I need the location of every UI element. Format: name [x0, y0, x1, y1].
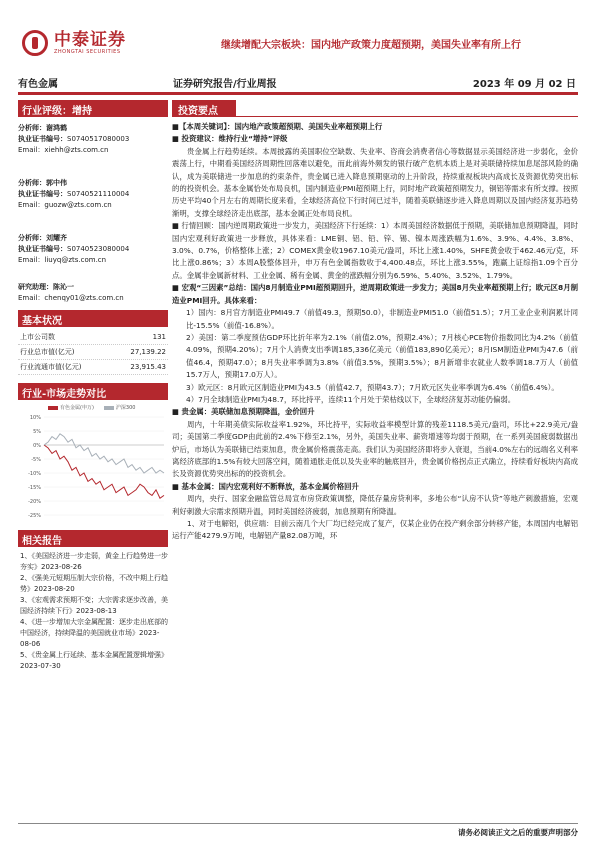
- cert-number: S0740523080004: [67, 245, 130, 253]
- cert-label: 执业证书编号：: [18, 190, 67, 198]
- logo-mark-icon: [22, 30, 48, 56]
- basic-row: [18, 345, 168, 360]
- analyst-email[interactable]: liuyq@zts.com.cn: [44, 256, 107, 264]
- basic-key: 行业流通市值(亿元): [20, 363, 82, 371]
- analyst-email[interactable]: guozw@zts.com.cn: [44, 201, 112, 209]
- analyst-name: 郭中伟: [46, 179, 67, 187]
- report-date: 2023 年 09 月 02 日: [472, 79, 576, 90]
- y-tick-label: 5%: [33, 429, 41, 435]
- legend-swatch: [48, 406, 58, 410]
- precious-metals-heading: ■ 贵金属：美联储加息预期降温，金价回升: [172, 407, 315, 417]
- related-list: [18, 551, 168, 672]
- analyst-block: [18, 178, 168, 211]
- legend-item: [104, 404, 136, 411]
- macro-us: 2）美国：第二季度预估GDP环比折年率为2.1%（前值2.0%，预期2.4%）；7月核心PCE物价指数同比为4.2%（前值4.09%，预期4.20%）；7月个人消费支出季调185,336亿美元（前值183,890亿美元）；8月ISM制造业PMI为47.6（前值46.4，预期47.0）；8月失业率季调为3.8%（前值3.5%，预期3.5%）；8月新增非农就业人数季调18.7万人（前值15.7万人，预期17.0万人）。: [186, 332, 578, 380]
- legend-swatch: [104, 406, 114, 410]
- basic-row: [18, 360, 168, 375]
- email-label: Email：: [18, 256, 45, 264]
- page-header: [0, 0, 595, 70]
- related-item[interactable]: 3、《宏观需求预期不变；大宗需求逐步改善，美国经济持续下行》2023-08-13: [20, 596, 168, 615]
- basic-row: [18, 330, 168, 345]
- related-item[interactable]: 1、《美国经济进一步走弱，黄金上行趋势进一步夯实》2023-08-26: [20, 552, 168, 571]
- analyst-email[interactable]: xiehh@zts.com.cn: [44, 146, 109, 154]
- key-points-heading: 投资要点: [172, 100, 236, 117]
- y-tick-label: 0%: [33, 443, 41, 449]
- left-sidebar: [18, 100, 168, 672]
- macro-summary: ■ 宏观“三因素”总结：国内8月制造业PMI超预期回升，逆周期政策进一步发力；美国8月失业率超预期上行；欧元区8月制造业PMI回升。具体来看：: [172, 283, 578, 305]
- y-tick-label: -15%: [28, 485, 41, 491]
- rating-heading: 行业评级：增持: [18, 100, 168, 117]
- cert-label: 执业证书编号：: [18, 245, 67, 253]
- main-content: [172, 100, 578, 543]
- basic-table: [18, 330, 168, 375]
- page-footer: [18, 823, 578, 837]
- logo-en-text: ZHONGTAI SECURITIES: [54, 49, 121, 55]
- assistant-block: [18, 282, 168, 304]
- basic-key: 行业总市值(亿元): [20, 348, 75, 356]
- advice-paragraph: 贵金属上行趋势延续。本周披露的美国职位空缺数、失业率、咨商会消费者信心等数据显示美国经济进一步弱化，金价震荡上行，中期看美国经济周期性回落难以避免，而此前海外频发的银行破产危机本质上是对美联储持续加息尾部风险的确认，成为美联储进一步加息的约束条件，贵金属已进入降息预期驱动的上升阶段，持续重视板块内高成长及资源优势突出标的的投资机会。基本金属恰处布局良机，国内制造业PMI超预期上行，同时地产政策超预期发力，铜铝等需求有所支撑。按照历史平均40个月左右的周期长度来看，全球经济高位下行时间已过半，随着美联储逐步进入降息周期以及国内经济复苏趋势渐明，支撑全球经济走出底部，基本金属正处布局良机。: [172, 146, 578, 218]
- basic-key: 上市公司数: [20, 333, 55, 341]
- email-label: Email：: [18, 201, 45, 209]
- cert-number: S0740517080003: [67, 135, 130, 143]
- analyst-role: 分析师：: [18, 124, 46, 132]
- y-tick-label: -20%: [28, 499, 41, 505]
- precious-metals-paragraph: 周内，十年期美债实际收益率1.92%，环比持平，实际收益率模型计算的残差1118.5美元/盎司，环比+22.9美元/盎司；美国第二季度GDP由此前的2.4%下修至2.1%，另外，美国失业率、薪资增速等均弱于预期，在一系列美国疲弱数据出炉后，市场认为美联储已结束加息，贵金属价格震荡走高。我们认为美国经济即将步入衰退，当前4.0%左右的远端名义利率离经济底部的1.5%有较大回落空间，随着通胀走低以及失业率的触底回升，贵金属价格拐点正式确立，持续看好板块内高成长及资源优势突出标的的投资机会。: [172, 419, 578, 479]
- chart-legend: [48, 404, 168, 411]
- related-item[interactable]: 5、《贵金属上行延续、基本金属配置逻辑增强》2023-07-30: [20, 651, 168, 670]
- assistant-email[interactable]: chenqy01@zts.com.cn: [44, 294, 124, 302]
- logo-cn-text: 中泰证券: [54, 30, 126, 50]
- legend-label: 有色金属(申万): [60, 405, 94, 411]
- company-logo: [22, 30, 126, 56]
- trend-chart-svg: [18, 411, 168, 521]
- related-heading: 相关报告: [18, 530, 168, 547]
- analyst-role: 分析师：: [18, 179, 46, 187]
- trend-heading: 行业-市场走势对比: [18, 383, 168, 400]
- analyst-role: 分析师：: [18, 234, 46, 242]
- legend-label: 沪深300: [115, 405, 136, 411]
- report-meta-bar: [18, 73, 578, 91]
- report-headline: 继续增配大宗板块：国内地产政策力度超预期，美国失业率有所上行: [221, 40, 521, 51]
- basic-value: 27,139.22: [130, 348, 166, 356]
- header-divider: [18, 92, 578, 95]
- keyword-line: ■【本周关键词】：国内地产政策超预期、美国失业率超预期上行: [172, 122, 383, 131]
- investment-advice: ■ 投资建议：维持行业“增持”评级: [172, 134, 288, 144]
- basic-value: 131: [152, 333, 166, 341]
- report-type: 证券研究报告/行业周报: [173, 79, 277, 90]
- cert-number: S0740521110004: [67, 190, 130, 198]
- analyst-name: 刘耀齐: [46, 234, 67, 242]
- aluminum-paragraph: 1、对于电解铝，供应端：目前云南几个大厂均已经完成了复产，仅某企业仍在投产剩余部分转移产能，本周国内电解铝运行产能4279.9万吨，电解铝产量82.08万吨，环: [172, 519, 578, 541]
- industry-name: 有色金属: [18, 79, 58, 90]
- base-metals-paragraph: 周内，央行、国家金融监管总局宣布房贷政策调整，降低存量房贷利率，多地公布“认房不认贷”等地产刺激措施，宏观利好刺激大宗需求预期升温，同时美国经济疲弱，加息预期有所降温。: [172, 494, 578, 516]
- macro-domestic: 1）国内：8月官方制造业PMI49.7（前值49.3，预期50.0），非制造业PMI51.0（前值51.5）；7月工业企业利润累计同比-15.5%（前值-16.8%）。: [186, 308, 578, 330]
- assistant-role: 研究助理：: [18, 283, 53, 291]
- assistant-name: 陈沁一: [53, 283, 74, 291]
- heading-rule: [236, 116, 578, 117]
- basic-value: 23,915.43: [130, 363, 166, 371]
- analyst-block: [18, 233, 168, 266]
- basic-heading: 基本状况: [18, 310, 168, 327]
- email-label: Email：: [18, 146, 45, 154]
- trend-chart: [18, 404, 168, 528]
- base-metals-heading: ■ 基本金属：国内宏观利好不断释放，基本金属价格回升: [172, 481, 359, 491]
- related-item[interactable]: 4、《进一步增加大宗金属配置：逐步走出底部的中国经济，持续降温的美国就业市场》2023-08-06: [20, 618, 168, 648]
- analyst-block: [18, 123, 168, 156]
- cert-label: 执业证书编号：: [18, 135, 67, 143]
- macro-eurozone: 3）欧元区：8月欧元区制造业PMI为43.5（前值42.7，预期43.7）；7月欧元区失业率季调为6.4%（前值6.4%）。: [186, 382, 559, 392]
- legend-item: [48, 404, 94, 411]
- y-tick-label: -10%: [28, 471, 41, 477]
- y-tick-label: -5%: [31, 457, 41, 463]
- analyst-name: 谢鸿鹤: [46, 124, 67, 132]
- email-label: Email：: [18, 294, 45, 302]
- y-tick-label: 10%: [29, 415, 41, 421]
- series-line: [44, 434, 164, 473]
- macro-global: 4）7月全球制造业PMI为48.7，环比持平，连续11个月处于荣枯线以下，全球经济复苏动能仍偏弱。: [186, 394, 516, 404]
- related-item[interactable]: 2、《强美元短期压制大宗价格，不改中期上行趋势》2023-08-20: [20, 574, 168, 593]
- disclaimer-note: 请务必阅读正文之后的重要声明部分: [458, 828, 578, 837]
- y-tick-label: -25%: [28, 513, 41, 519]
- market-review: ■ 行情回顾：国内逆周期政策进一步发力，美国经济下行延续：1）本周美国经济数据低于预期，美联储加息预期降温，同时国内宏观利好政策进一步释放，具体来看：LME铜、铝、铅、锌、锡、镍本周涨跌幅为1.6%、3.9%、4.4%、3.8%、3.0%、0.7%，价格整体上涨；2）COMEX黄金收1967.10美元/盎司，环比上涨1.40%，SHFE黄金收于462.46元/克，环比上涨0.86%；3）本周A股整体回升，申万有色金属指数收于4,400.48点，环比上涨3.55%，跑赢上证综指1.09个百分点。金属非金属新材料、工业金属、稀有金属、黄金的涨跌幅分别为6.59%、5.40%、3.52%、1.79%。: [172, 221, 578, 280]
